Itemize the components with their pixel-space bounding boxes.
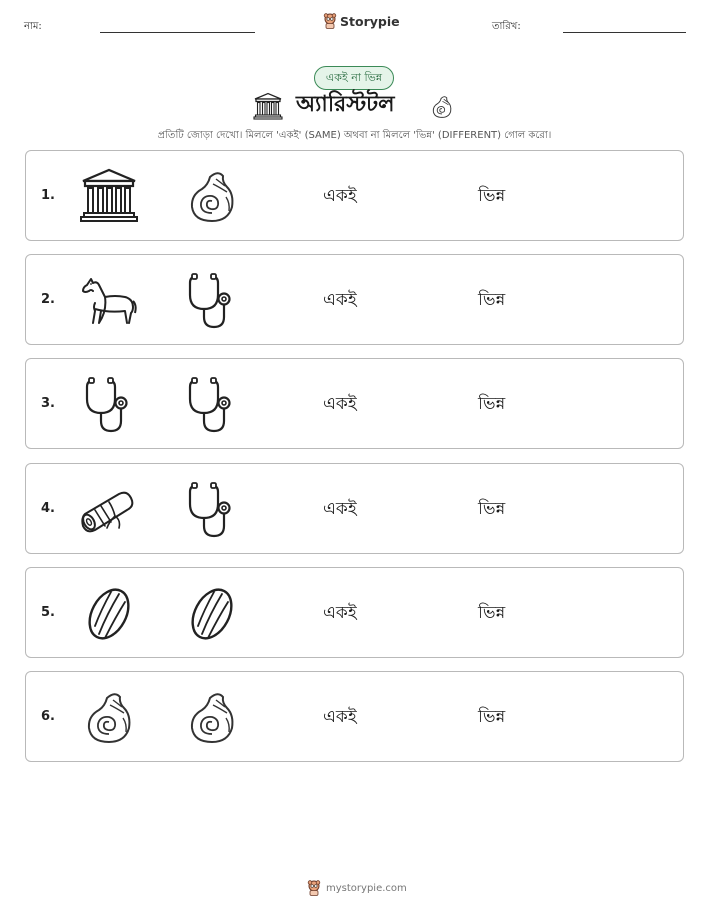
shell-icon	[79, 688, 139, 748]
different-option[interactable]: ভিন্ন	[478, 707, 506, 727]
horse-icon	[79, 271, 139, 331]
exercise-row	[25, 671, 684, 762]
different-option[interactable]: ভিন্ন	[478, 186, 506, 206]
seed-icon	[79, 584, 139, 644]
left-picture	[79, 375, 139, 435]
page-title: অ্যারিস্টটল	[296, 92, 395, 117]
temple-icon	[79, 167, 139, 227]
right-picture	[182, 480, 242, 540]
storypie-mascot-icon	[323, 13, 337, 29]
right-picture	[182, 375, 242, 435]
worksheet-type-badge: একই না ভিন্ন	[314, 66, 394, 90]
brand-logo	[323, 13, 400, 29]
instructions-text: প্রতিটি জোড়া দেখো। মিললে 'একই' (SAME) অথবা না মিললে 'ভিন্ন' (DIFFERENT) গোল করো।	[157, 130, 552, 141]
different-option[interactable]: ভিন্ন	[478, 499, 506, 519]
right-picture	[182, 584, 242, 644]
stethoscope-icon	[182, 480, 242, 540]
row-number: 3.	[41, 396, 55, 411]
shell-icon	[182, 167, 242, 227]
stethoscope-icon	[182, 375, 242, 435]
same-option[interactable]: একই	[323, 707, 357, 727]
exercise-row	[25, 254, 684, 345]
different-option[interactable]: ভিন্ন	[478, 290, 506, 310]
date-field-line[interactable]	[563, 32, 686, 33]
row-number: 5.	[41, 605, 55, 620]
stethoscope-icon	[182, 271, 242, 331]
same-option[interactable]: একই	[323, 186, 357, 206]
row-number: 6.	[41, 709, 55, 724]
name-field-line[interactable]	[100, 32, 255, 33]
date-label: তারিখ:	[492, 21, 521, 32]
exercise-row	[25, 150, 684, 241]
brand-name: Storypie	[340, 13, 400, 29]
scroll-icon	[79, 480, 139, 540]
same-option[interactable]: একই	[323, 290, 357, 310]
row-number: 4.	[41, 501, 55, 516]
left-picture	[79, 271, 139, 331]
same-option[interactable]: একই	[323, 499, 357, 519]
same-option[interactable]: একই	[323, 394, 357, 414]
footer	[307, 880, 407, 896]
right-picture	[182, 688, 242, 748]
left-picture	[79, 584, 139, 644]
different-option[interactable]: ভিন্ন	[478, 394, 506, 414]
exercise-row	[25, 358, 684, 449]
storypie-mascot-icon	[307, 880, 321, 896]
different-option[interactable]: ভিন্ন	[478, 603, 506, 623]
right-picture	[182, 167, 242, 227]
shell-icon	[429, 94, 455, 120]
seed-icon	[182, 584, 242, 644]
left-picture	[79, 480, 139, 540]
row-number: 1.	[41, 188, 55, 203]
right-picture	[182, 271, 242, 331]
exercise-row	[25, 463, 684, 554]
exercise-row	[25, 567, 684, 658]
stethoscope-icon	[79, 375, 139, 435]
name-label: নাম:	[24, 21, 42, 32]
shell-icon	[182, 688, 242, 748]
temple-icon	[253, 92, 283, 120]
row-number: 2.	[41, 292, 55, 307]
footer-url: mystorypie.com	[326, 882, 407, 894]
left-picture	[79, 688, 139, 748]
left-picture	[79, 167, 139, 227]
same-option[interactable]: একই	[323, 603, 357, 623]
